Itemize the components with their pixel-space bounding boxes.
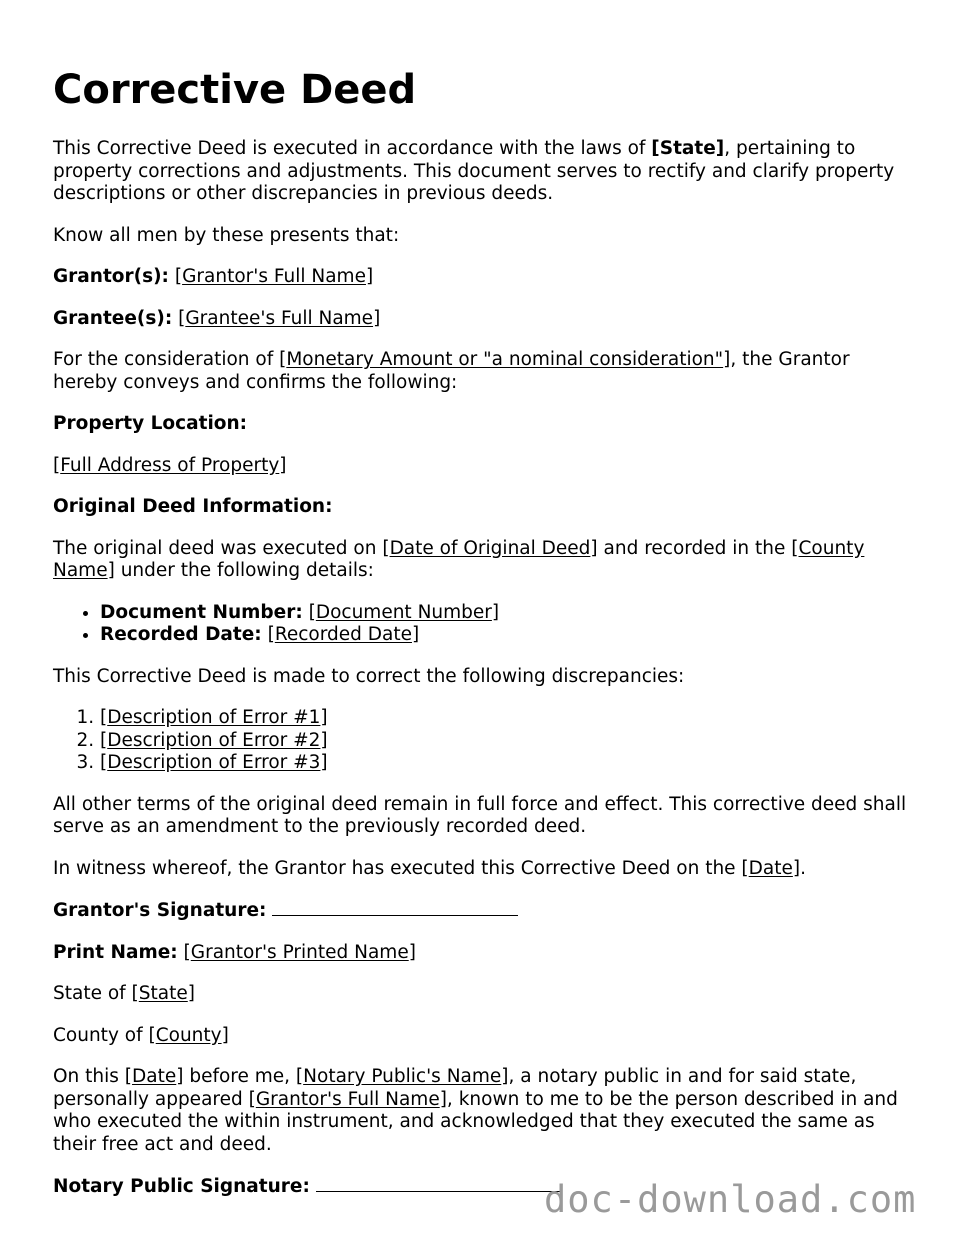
county-of-line: County of [County] — [53, 1024, 229, 1046]
execution-date-field[interactable]: Date — [748, 857, 793, 879]
original-deed-paragraph: The original deed was executed on [Date of Original Deed] and recorded in the [County Name] under the following details: — [53, 537, 865, 581]
notary-signature-line: Notary Public Signature: — [53, 1175, 913, 1199]
list-item: 3. [Description of Error #3] — [100, 752, 913, 775]
consideration-paragraph: For the consideration of [Monetary Amount or "a nominal consideration"], the Grantor hereby conveys and confirms the following: — [53, 349, 850, 393]
discrepancies-list — [53, 707, 913, 775]
document-number-field[interactable]: Document Number — [315, 601, 492, 623]
intro-paragraph: This Corrective Deed is executed in accordance with the laws of [State], pertaining to property corrections and adjustments. This document serves to rectify and clarify property descriptions or other discrepancies in previous deeds. — [53, 138, 895, 204]
grantee-name-field[interactable]: Grantee's Full Name — [185, 307, 374, 329]
error-1-field[interactable]: Description of Error #1 — [107, 707, 321, 728]
recorded-date-field[interactable]: Recorded Date — [274, 624, 412, 645]
list-item: 1. [Description of Error #1] — [100, 707, 913, 730]
notary-grantor-name-field[interactable]: Grantor's Full Name — [255, 1088, 440, 1110]
state-of-line: State of [State] — [53, 983, 195, 1004]
original-deed-date-field[interactable]: Date of Original Deed — [389, 537, 591, 559]
property-address-field[interactable]: Full Address of Property — [60, 454, 280, 476]
monetary-amount-field[interactable]: Monetary Amount or "a nominal consideration" — [286, 349, 724, 370]
notary-signature-field[interactable] — [316, 1175, 562, 1192]
notary-date-field[interactable]: Date — [132, 1066, 177, 1087]
state-field[interactable]: State — [138, 983, 188, 1004]
list-item: • Recorded Date: [Recorded Date] — [100, 624, 913, 647]
watermark: doc-download.com — [544, 1178, 917, 1221]
page-title: Corrective Deed — [53, 67, 417, 113]
other-terms-paragraph: All other terms of the original deed remain in full force and effect. This corrective deed shall serve as an amendment to the previously recorded deed. — [53, 793, 907, 837]
county-name-field[interactable]: County Name — [53, 537, 865, 581]
grantee-line: Grantee(s): [Grantee's Full Name] — [53, 307, 381, 329]
witness-paragraph: In witness whereof, the Grantor has executed this Corrective Deed on the [Date]. — [53, 857, 806, 879]
notary-name-field[interactable]: Notary Public's Name — [303, 1066, 502, 1087]
print-name-line: Print Name: [Grantor's Printed Name] — [53, 941, 416, 963]
grantor-name-field[interactable]: Grantor's Full Name — [182, 266, 366, 287]
property-location-heading: Property Location: — [53, 413, 248, 434]
printed-name-field[interactable]: Grantor's Printed Name — [190, 941, 409, 963]
document-page — [53, 66, 913, 1218]
deed-details-list — [53, 602, 913, 647]
county-field[interactable]: County — [155, 1024, 222, 1046]
list-item: • Document Number: [Document Number] — [100, 602, 913, 625]
notary-paragraph: On this [Date] before me, [Notary Public's Name], a notary public in and for said state, personally appeared [Grantor's Full Name], known to me to be the person described in and who executed the within instrument, and acknowledged that they executed the same as their free act and deed. — [53, 1066, 898, 1155]
grantor-line: Grantor(s): [Grantor's Full Name] — [53, 266, 374, 287]
grantor-signature-field[interactable] — [272, 899, 518, 916]
discrepancies-intro: This Corrective Deed is made to correct the following discrepancies: — [53, 665, 685, 687]
original-deed-heading: Original Deed Information: — [53, 496, 333, 517]
state-placeholder: [State] — [651, 138, 725, 159]
know-all-paragraph: Know all men by these presents that: — [53, 224, 400, 246]
property-address-line: [Full Address of Property] — [53, 454, 287, 476]
error-2-field[interactable]: Description of Error #2 — [107, 729, 321, 751]
grantor-signature-line: Grantor's Signature: — [53, 899, 913, 923]
error-3-field[interactable]: Description of Error #3 — [107, 752, 321, 773]
list-item: 2. [Description of Error #2] — [100, 730, 913, 753]
